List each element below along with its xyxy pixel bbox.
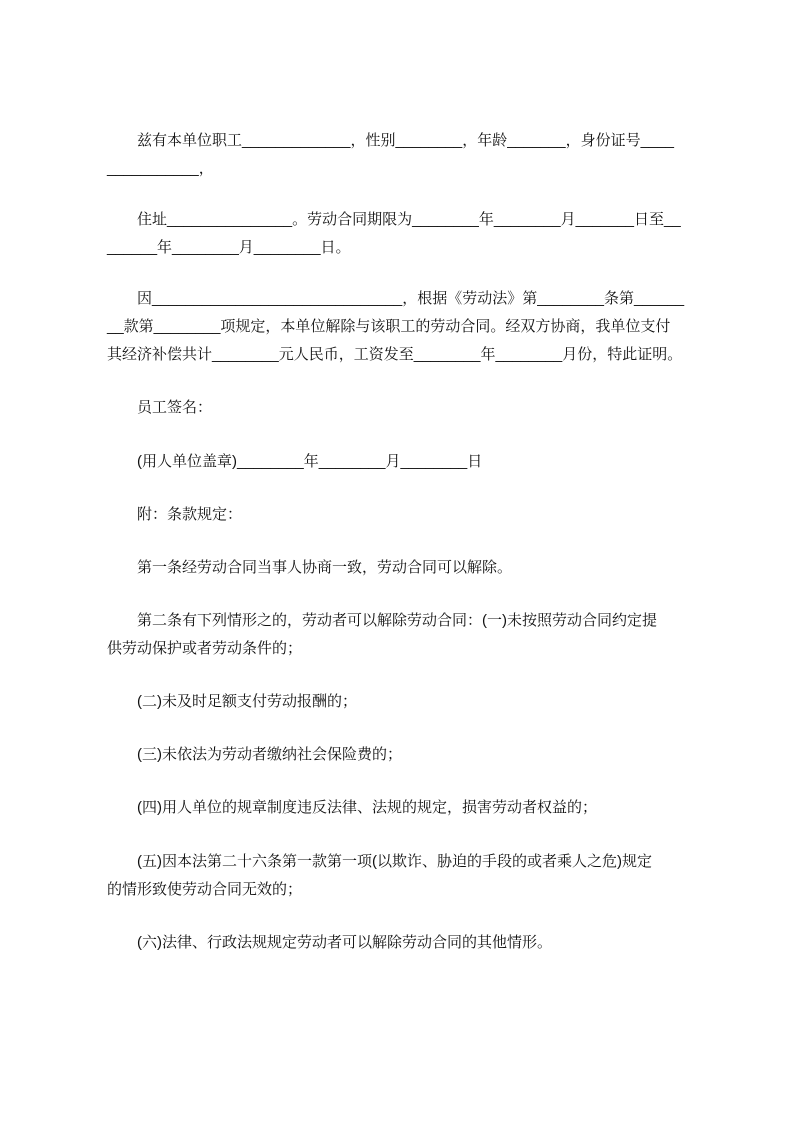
reason-line-3: 其经济补偿共计________元人民币，工资发至________年________月份，特此证明。	[107, 346, 683, 363]
employer-seal-date: (用人单位盖章)________年________月________日	[137, 453, 483, 470]
reason-line-2: __款第________项规定，本单位解除与该职工的劳动合同。经双方协商，我单位支付	[107, 318, 671, 335]
clause-5-line-1: (五)因本法第二十六条第一款第一项(以欺诈、胁迫的手段的或者乘人之危)规定	[137, 853, 652, 870]
reason-line-1: 因______________________________，根据《劳动法》第________条第______	[137, 290, 685, 307]
article-2-line-2: 供劳动保护或者劳动条件的；	[107, 640, 303, 657]
employee-signature: 员工签名：	[137, 399, 213, 416]
clause-2: (二)未及时足额支付劳动报酬的；	[137, 693, 357, 710]
address-line-1: 住址_______________。劳动合同期限为________年________月_______日至__	[137, 211, 681, 228]
clause-6: (六)法律、行政法规规定劳动者可以解除劳动合同的其他情形。	[137, 934, 552, 951]
employee-info-line-2: ___________，	[107, 160, 214, 177]
article-2-line-1: 第二条有下列情形之的，劳动者可以解除劳动合同：(一)未按照劳动合同约定提	[137, 612, 657, 629]
employee-info-line-1: 兹有本单位职工_____________，性别________，年龄_______，身份证号____	[137, 132, 674, 149]
clause-4: (四)用人单位的规章制度违反法律、法规的规定，损害劳动者权益的；	[137, 799, 597, 816]
clause-5-line-2: 的情形致使劳动合同无效的；	[107, 881, 303, 898]
article-1: 第一条经劳动合同当事人协商一致，劳动合同可以解除。	[137, 559, 513, 576]
appendix-heading: 附：条款规定：	[137, 506, 243, 523]
clause-3: (三)未依法为劳动者缴纳社会保险费的；	[137, 746, 402, 763]
address-line-2: ______年________月________日。	[107, 239, 351, 256]
